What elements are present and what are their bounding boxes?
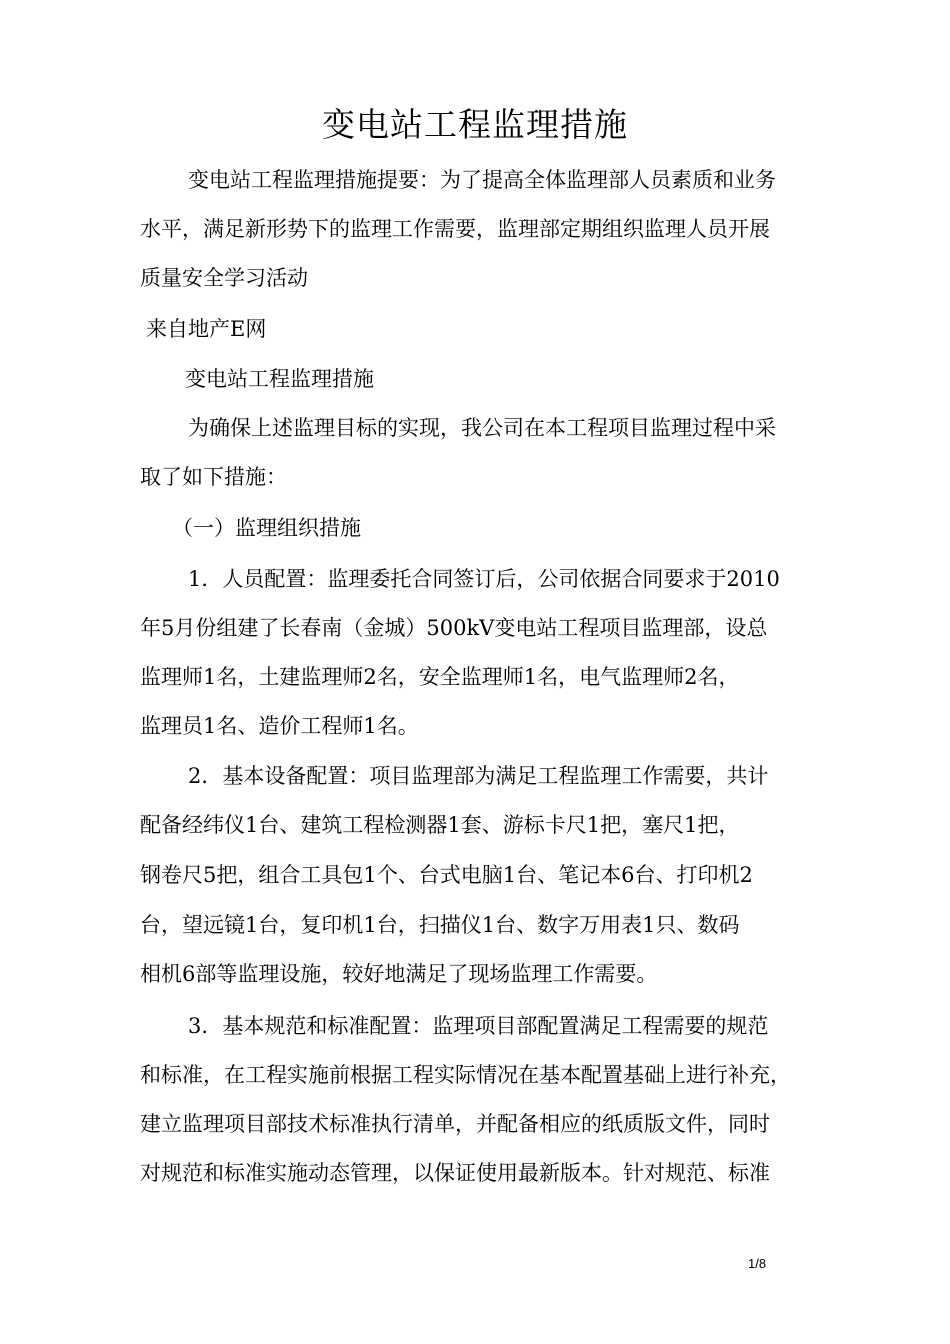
- paragraph-4-line-1: 为确保上述监理目标的实现，我公司在本工程项目监理过程中采: [188, 416, 776, 440]
- paragraph-1-line-3: 质量安全学习活动: [140, 266, 308, 290]
- paragraph-7-line-5: 相机6部等监理设施，较好地满足了现场监理工作需要。: [140, 962, 658, 986]
- document-title: 变电站工程监理措施: [322, 105, 628, 144]
- paragraph-8-line-3: 建立监理项目部技术标准执行清单，并配备相应的纸质版文件，同时: [140, 1112, 770, 1136]
- section-heading-organization: （一）监理组织措施: [172, 516, 361, 540]
- paragraph-7-line-2: 配备经纬仪1台、建筑工程检测器1套、游标卡尺1把，塞尺1把，: [140, 813, 740, 837]
- paragraph-1-line-1: 变电站工程监理措施提要：为了提高全体监理部人员素质和业务: [188, 168, 776, 192]
- paragraph-1-line-2: 水平，满足新形势下的监理工作需要，监理部定期组织监理人员开展: [140, 217, 770, 241]
- paragraph-7-line-4: 台，望远镜1台，复印机1台，扫描仪1台、数字万用表1只、数码: [140, 913, 740, 937]
- paragraph-7-line-3: 钢卷尺5把，组合工具包1个、台式电脑1台、笔记本6台、打印机2: [140, 863, 753, 887]
- paragraph-6-line-3: 监理师1名，土建监理师2名，安全监理师1名，电气监理师2名，: [140, 665, 740, 689]
- paragraph-6-line-4: 监理员1名、造价工程师1名。: [140, 714, 419, 738]
- section-subtitle: 变电站工程监理措施: [185, 367, 374, 391]
- page-number: 1/8: [748, 1256, 767, 1271]
- paragraph-6-line-2: 年5月份组建了长春南（金城）500kV变电站工程项目监理部，设总: [140, 616, 768, 640]
- source-note: 来自地产E网: [146, 317, 267, 341]
- paragraph-8-line-2: 和标准，在工程实施前根据工程实际情况在基本配置基础上进行补充，: [140, 1063, 791, 1087]
- paragraph-8-line-1: 3．基本规范和标准配置：监理项目部配置满足工程需要的规范: [188, 1014, 769, 1038]
- paragraph-6-line-1: 1．人员配置：监理委托合同签订后，公司依据合同要求于2010: [188, 567, 780, 591]
- paragraph-8-line-4: 对规范和标准实施动态管理，以保证使用最新版本。针对规范、标准: [140, 1161, 770, 1185]
- paragraph-4-line-2: 取了如下措施：: [140, 465, 287, 489]
- paragraph-7-line-1: 2．基本设备配置：项目监理部为满足工程监理工作需要，共计: [188, 764, 769, 788]
